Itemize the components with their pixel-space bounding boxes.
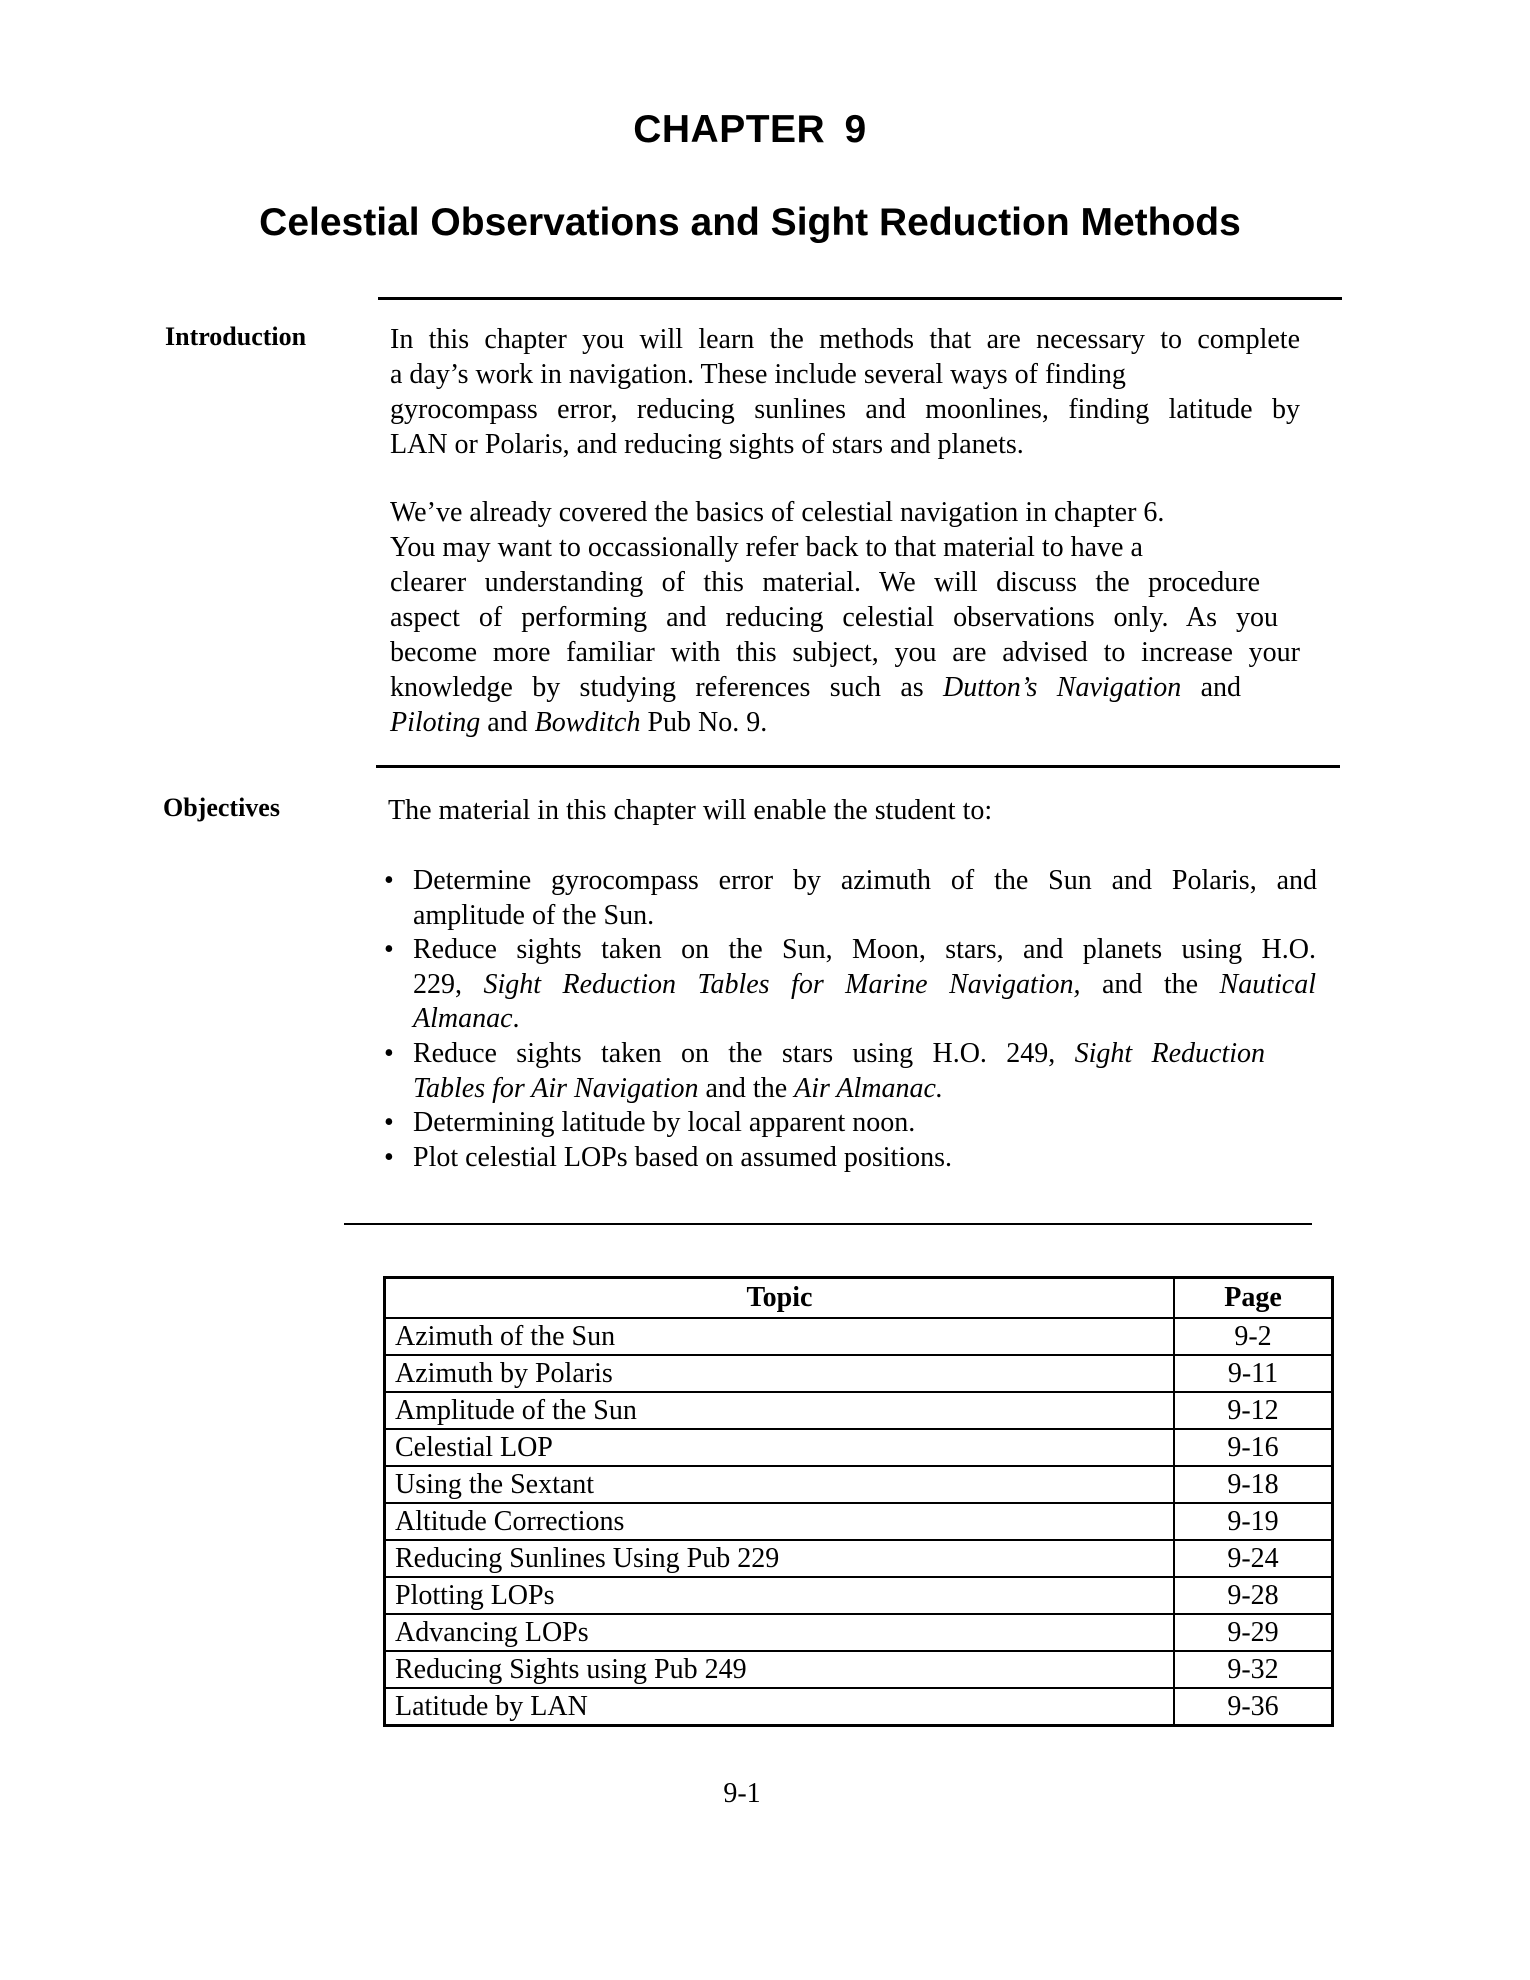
text-line [413,1037,1265,1072]
page-cell: 9-16 [1174,1429,1333,1466]
table-row [385,1614,1333,1651]
table-row [385,1318,1333,1355]
text-line: We’ve already covered the basics of celestial navigation in chapter 6. [390,497,1165,528]
table-row [385,1355,1333,1392]
text-line: clearer understanding of this material. We will discuss the procedure [390,567,1260,598]
text-run: knowledge by studying references such as [390,672,944,703]
text-run: and [480,707,535,738]
page-cell: 9-2 [1174,1318,1333,1355]
objective-item [384,933,1316,1037]
intro-paragraph-2 [390,495,1300,740]
table-row [385,1392,1333,1429]
divider-middle [376,765,1340,768]
intro-paragraph-1 [390,322,1300,462]
topic-cell: Latitude by LAN [385,1688,1175,1726]
topic-cell: Altitude Corrections [385,1503,1175,1540]
section-label-introduction: Introduction [165,322,307,351]
page-cell: 9-12 [1174,1392,1333,1429]
text-line: Plot celestial LOPs based on assumed positions. [413,1141,952,1173]
topic-cell: Azimuth by Polaris [385,1355,1175,1392]
text-line [390,705,1300,740]
text-line [390,670,1241,705]
objectives-lead [388,793,992,828]
topic-cell: Reducing Sights using Pub 249 [385,1651,1175,1688]
bullet-icon: • [384,865,394,896]
bullet-icon: • [384,1037,394,1069]
text-run: and the [698,1072,795,1104]
chapter-title: Celestial Observations and Sight Reduction Methods [259,201,1241,244]
text-line: become more familiar with this subject, you are advised to increase your [390,637,1300,668]
table-row [385,1466,1333,1503]
page-cell: 9-18 [1174,1466,1333,1503]
italic-title-nautical-almanac: Nautical [1219,968,1316,1000]
page-cell: 9-28 [1174,1577,1333,1614]
page-cell: 9-36 [1174,1688,1333,1726]
divider-bottom [344,1223,1312,1225]
page-cell: 9-19 [1174,1503,1333,1540]
text-line: gyrocompass error, reducing sunlines and moonlines, finding latitude by [390,394,1300,425]
text-run: and [1181,672,1241,703]
topic-cell: Reducing Sunlines Using Pub 229 [385,1540,1175,1577]
topics-table [383,1276,1334,1727]
italic-title-almanac: Almanac [413,1003,513,1035]
bullet-icon: • [384,1141,394,1173]
objective-item [384,1141,1317,1176]
text-run: Pub No. 9. [640,707,768,738]
topic-cell: Amplitude of the Sun [385,1392,1175,1429]
table-row [385,1651,1333,1688]
italic-title-pub229: Sight Reduction Tables for Marine Navigation, [483,968,1081,1000]
topic-cell: Advancing LOPs [385,1614,1175,1651]
text-line: Determine gyrocompass error by azimuth of the Sun and Polaris, and [413,865,1317,896]
table-row [385,1429,1333,1466]
text-line: a day’s work in navigation. These include several ways of finding [390,359,1126,390]
italic-title-pub249: Sight Reduction [1074,1037,1266,1069]
chapter-number: CHAPTER 9 [633,108,867,151]
divider-top [378,297,1342,300]
italic-title-duttons: Dutton’s Navigation [943,672,1182,703]
text-run: and the [1080,968,1220,1000]
italic-title-piloting: Piloting [390,707,481,738]
text-line: Determining latitude by local apparent noon. [413,1107,916,1139]
table-row [385,1577,1333,1614]
objective-item [384,1106,1317,1141]
table-header-row [385,1278,1333,1319]
text-line: The material in this chapter will enable the student to: [388,795,993,826]
bullet-icon: • [384,1107,394,1139]
page-cell: 9-11 [1174,1355,1333,1392]
text-line: aspect of performing and reducing celestial observations only. As you [390,602,1278,633]
topic-cell: Plotting LOPs [385,1577,1175,1614]
objective-item [384,1037,1265,1106]
text-run: 229, [413,968,484,1000]
table-row [385,1688,1333,1726]
text-run: . [512,1003,520,1035]
page-cell: 9-29 [1174,1614,1333,1651]
page-cell: 9-32 [1174,1651,1333,1688]
bullet-icon: • [384,934,394,966]
italic-title-air-almanac: Air Almanac. [794,1072,943,1104]
text-line: You may want to occassionally refer back to that material to have a [390,532,1143,563]
section-label-objectives: Objectives [163,793,280,822]
topic-cell: Using the Sextant [385,1466,1175,1503]
italic-title-bowditch: Bowditch [534,707,641,738]
italic-title-air-navigation: Tables for Air Navigation [413,1072,699,1104]
column-header-topic: Topic [385,1278,1175,1319]
text-line [413,968,1316,1003]
objective-item [384,864,1317,933]
text-line: Reduce sights taken on the Sun, Moon, stars, and planets using H.O. [413,934,1316,966]
page-cell: 9-24 [1174,1540,1333,1577]
column-header-page: Page [1174,1278,1333,1319]
text-line [413,1002,1316,1037]
text-line: In this chapter you will learn the methods that are necessary to complete [390,324,1300,355]
objectives-list [384,864,1317,1175]
topic-cell: Celestial LOP [385,1429,1175,1466]
topic-cell: Azimuth of the Sun [385,1318,1175,1355]
table-row [385,1540,1333,1577]
page-number: 9-1 [723,1778,761,1809]
text-line: LAN or Polaris, and reducing sights of stars and planets. [390,429,1024,460]
table-row [385,1503,1333,1540]
text-run: Reduce sights taken on the stars using H.O. 249, [413,1037,1075,1069]
text-line [413,1072,1265,1107]
text-line: amplitude of the Sun. [413,899,655,931]
